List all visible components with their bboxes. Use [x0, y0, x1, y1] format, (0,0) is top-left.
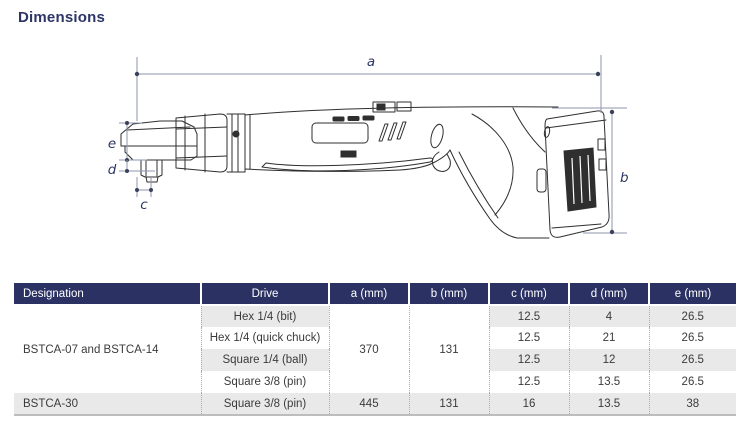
dimension-d [108, 160, 155, 178]
cell-c: 12.5 [489, 371, 569, 393]
header-d: d (mm) [569, 283, 649, 305]
dimension-c-label: c [140, 197, 148, 213]
cell-a: 370 [329, 305, 409, 393]
cell-d: 21 [569, 327, 649, 349]
cell-c: 16 [489, 393, 569, 415]
cell-c: 12.5 [489, 327, 569, 349]
cell-b: 131 [409, 305, 489, 393]
table-row [14, 393, 736, 415]
cell-d: 4 [569, 305, 649, 327]
header-designation: Designation [14, 283, 201, 305]
cell-b: 131 [409, 393, 489, 415]
table-row [14, 305, 736, 327]
dimension-e-label: e [107, 136, 117, 152]
page-title: Dimensions [18, 9, 106, 26]
cell-d: 13.5 [569, 371, 649, 393]
table-header [14, 283, 736, 305]
cell-drive: Hex 1/4 (quick chuck) [201, 327, 329, 349]
cell-drive: Square 3/8 (pin) [201, 393, 329, 415]
dimension-a [135, 54, 601, 121]
cell-e: 26.5 [649, 305, 736, 327]
tool-illustration [121, 102, 609, 238]
cell-e: 26.5 [649, 349, 736, 371]
dimension-b-label: b [620, 170, 629, 186]
cell-e: 26.5 [649, 327, 736, 349]
cell-designation: BSTCA-07 and BSTCA-14 [23, 343, 159, 356]
header-b: b (mm) [409, 283, 489, 305]
header-drive: Drive [201, 283, 329, 305]
cell-a: 445 [329, 393, 409, 415]
header-c: c (mm) [489, 283, 569, 305]
cell-d: 13.5 [569, 393, 649, 415]
cell-c: 12.5 [489, 349, 569, 371]
cell-c: 12.5 [489, 305, 569, 327]
dimension-e [108, 121, 147, 162]
dimension-d-label: d [107, 162, 117, 178]
cell-designation: BSTCA-30 [14, 393, 201, 415]
cell-drive: Square 3/8 (pin) [201, 371, 329, 393]
dimension-a-label: a [366, 54, 376, 70]
cell-d: 12 [569, 349, 649, 371]
header-a: a (mm) [329, 283, 409, 305]
cell-e: 26.5 [649, 371, 736, 393]
cell-drive: Square 1/4 (ball) [201, 349, 329, 371]
cell-e: 38 [649, 393, 736, 415]
dimensions-table [14, 283, 736, 416]
cell-drive: Hex 1/4 (bit) [201, 305, 329, 327]
header-e: e (mm) [649, 283, 736, 305]
